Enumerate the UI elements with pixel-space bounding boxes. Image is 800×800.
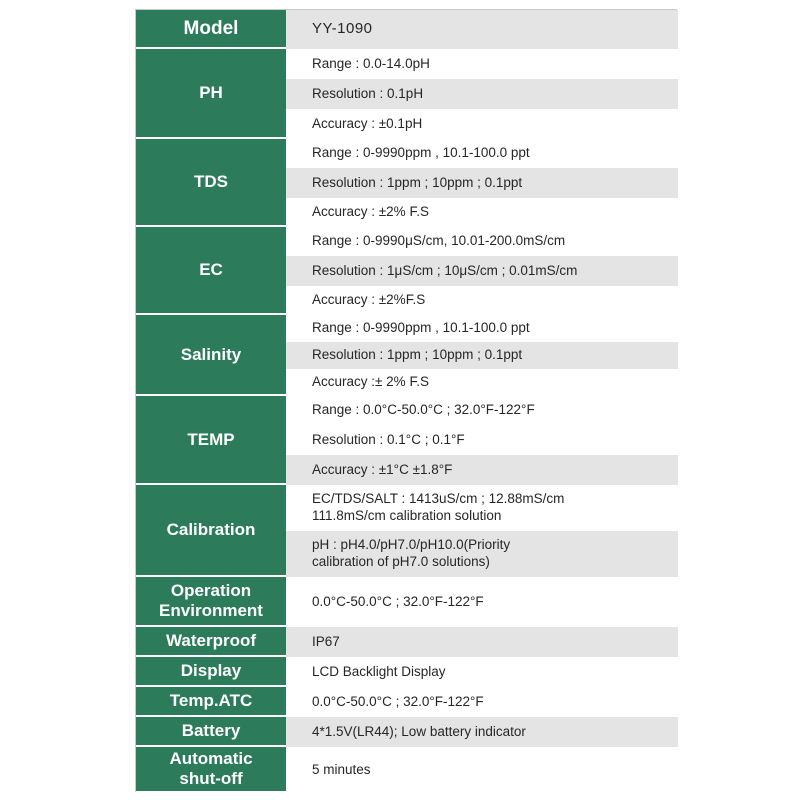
spec-value-line: EC/TDS/SALT : 1413uS/cm ; 12.88mS/cm: [312, 491, 565, 507]
spec-value-battery: 4*1.5V(LR44); Low battery indicator: [286, 717, 678, 747]
spec-label-salinity: Salinity: [136, 315, 286, 396]
spec-values-battery: [286, 717, 678, 747]
spec-value-automatic-shut-off: 5 minutes: [286, 747, 678, 793]
spec-label-line: Automatic: [169, 749, 253, 769]
spec-value-temp: Resolution : 0.1°C ; 0.1°F: [286, 426, 678, 456]
spec-value-ph: Accuracy : ±0.1pH: [286, 109, 678, 139]
spec-value-tds: Range : 0-9990ppm , 10.1-100.0 ppt: [286, 139, 678, 168]
spec-value-line: calibration of pH7.0 solutions): [312, 554, 490, 569]
spec-values-automatic-shut-off: [286, 747, 678, 793]
spec-value-line: pH : pH4.0/pH7.0/pH10.0(Priority: [312, 537, 511, 553]
spec-values-model: [286, 10, 678, 49]
spec-value-tds: Resolution : 1ppm ; 10ppm ; 0.1ppt: [286, 168, 678, 197]
spec-label-tds: TDS: [136, 139, 286, 227]
spec-value-calibration: [286, 485, 678, 531]
spec-value-salinity: Resolution : 1ppm ; 10ppm ; 0.1ppt: [286, 342, 678, 369]
spec-values-display: [286, 657, 678, 687]
spec-value-waterproof: IP67: [286, 627, 678, 657]
spec-value-line: 111.8mS/cm calibration solution: [312, 508, 502, 523]
spec-value-tds: Accuracy : ±2% F.S: [286, 198, 678, 227]
spec-value-display: LCD Backlight Display: [286, 657, 678, 687]
spec-label-line: Environment: [159, 601, 263, 620]
spec-label-waterproof: Waterproof: [136, 627, 286, 657]
spec-label-calibration: Calibration: [136, 485, 286, 577]
spec-values-temp-atc: [286, 687, 678, 717]
spec-values-tds: [286, 139, 678, 227]
spec-label-temp: TEMP: [136, 396, 286, 485]
spec-value-ec: Accuracy : ±2%F.S: [286, 286, 678, 315]
spec-table: [135, 9, 677, 792]
spec-values-salinity: [286, 315, 678, 396]
spec-values-ph: [286, 49, 678, 139]
spec-values-calibration: [286, 485, 678, 577]
spec-value-ec: Resolution : 1μS/cm ; 10μS/cm ; 0.01mS/cm: [286, 256, 678, 285]
spec-label-ec: EC: [136, 227, 286, 315]
spec-label-operation-environment: [136, 577, 286, 627]
spec-label-display: Display: [136, 657, 286, 687]
spec-value-model: YY-1090: [286, 10, 678, 49]
spec-label-model: Model: [136, 10, 286, 49]
spec-value-ph: Range : 0.0-14.0pH: [286, 49, 678, 79]
spec-label-temp-atc: Temp.ATC: [136, 687, 286, 717]
spec-values-operation-environment: [286, 577, 678, 627]
spec-value-temp: Accuracy : ±1°C ±1.8°F: [286, 455, 678, 485]
spec-values-temp: [286, 396, 678, 485]
spec-label-automatic-shut-off: [136, 747, 286, 793]
spec-label-line: shut-off: [179, 769, 243, 788]
spec-label-battery: Battery: [136, 717, 286, 747]
spec-value-salinity: Range : 0-9990ppm , 10.1-100.0 ppt: [286, 315, 678, 342]
spec-label-ph: PH: [136, 49, 286, 139]
spec-value-ph: Resolution : 0.1pH: [286, 79, 678, 109]
spec-value-temp: Range : 0.0°C-50.0°C ; 32.0°F-122°F: [286, 396, 678, 426]
spec-values-waterproof: [286, 627, 678, 657]
spec-label-line: Operation: [170, 581, 252, 601]
spec-value-operation-environment: 0.0°C-50.0°C ; 32.0°F-122°F: [286, 577, 678, 627]
spec-value-calibration: [286, 531, 678, 577]
spec-value-temp-atc: 0.0°C-50.0°C ; 32.0°F-122°F: [286, 687, 678, 717]
spec-value-salinity: Accuracy :± 2% F.S: [286, 369, 678, 396]
spec-values-ec: [286, 227, 678, 315]
spec-value-ec: Range : 0-9990μS/cm, 10.01-200.0mS/cm: [286, 227, 678, 256]
